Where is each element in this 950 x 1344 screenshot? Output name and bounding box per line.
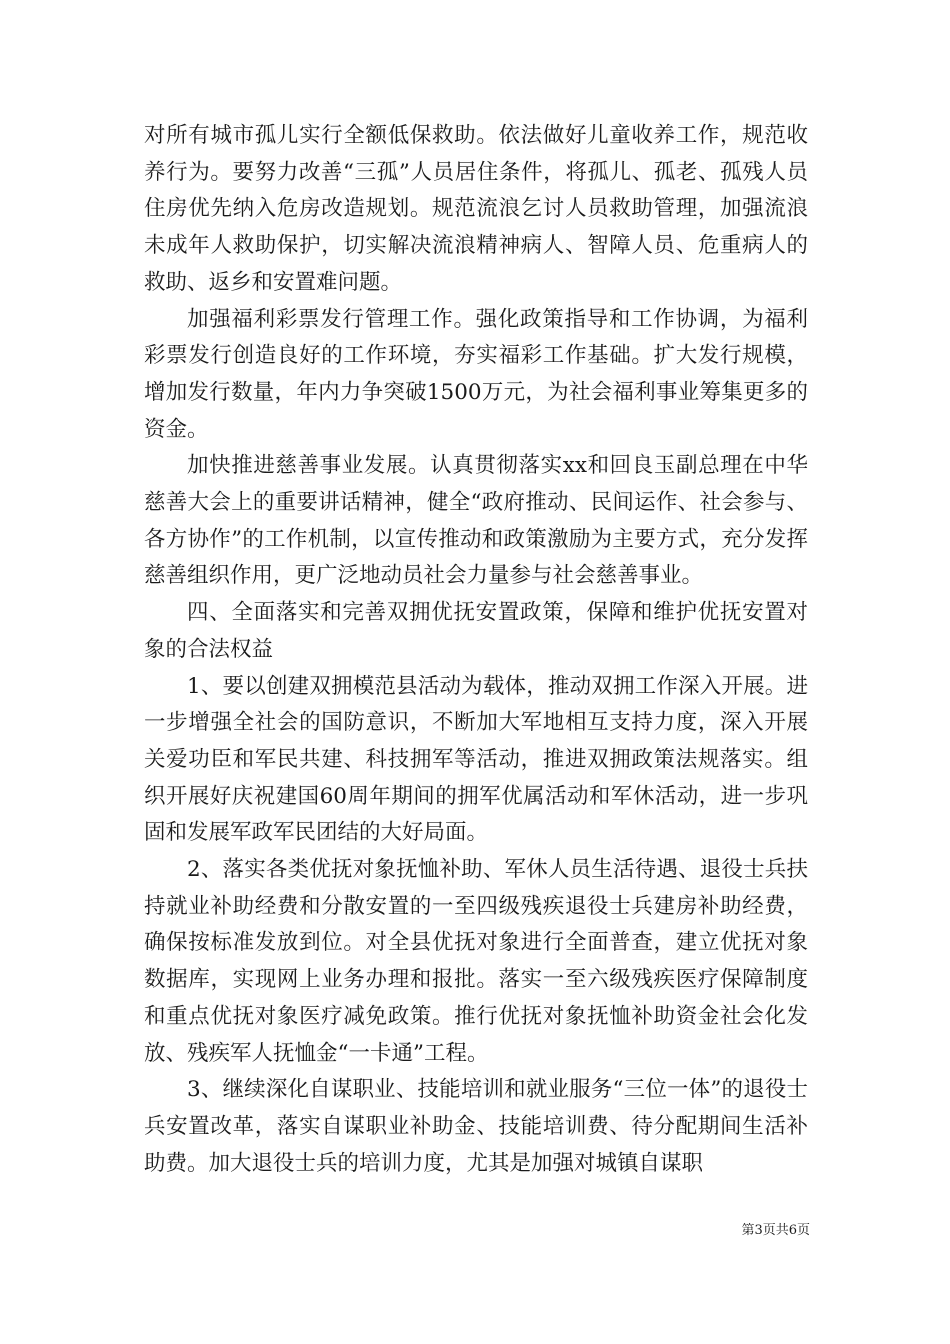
paragraph-item-2: 2、落实各类优抚对象抚恤补助、军休人员生活待遇、退役士兵扶持就业补助经费和分散安置的一至四级残疾退役士兵建房补助经费，确保按标准发放到位。对全县优抚对象进行全面普查，建立优抚对象数据库，实现网上业务办理和报批。落实一至六级残疾医疗保障制度和重点优抚对象医疗减免政策。推行优抚对象抚恤补助资金社会化发放、残疾军人抚恤金“一卡通”工程。: [144, 857, 808, 1066]
paragraph-welfare-lottery: 加强福利彩票发行管理工作。强化政策指导和工作协调，为福利彩票发行创造良好的工作环境，夯实福彩工作基础。扩大发行规模，增加发行数量，年内力争突破1500万元，为社会福利事业筹集更多的资金。: [144, 306, 808, 442]
document-body: [144, 118, 808, 1182]
paragraph-item-1: 1、要以创建双拥模范县活动为载体，推动双拥工作深入开展。进一步增强全社会的国防意识，不断加大军地相互支持力度，深入开展关爱功臣和军民共建、科技拥军等活动，推进双拥政策法规落实。组织开展好庆祝建国60周年期间的拥军优属活动和军休活动，进一步巩固和发展军政军民团结的大好局面。: [144, 673, 808, 846]
paragraph-charity: 加快推进慈善事业发展。认真贯彻落实xx和回良玉副总理在中华慈善大会上的重要讲话精神，健全“政府推动、民间运作、社会参与、各方协作”的工作机制，以宣传推动和政策激励为主要方式，充分发挥慈善组织作用，更广泛地动员社会力量参与社会慈善事业。: [144, 453, 808, 589]
paragraph-item-3: 3、继续深化自谋职业、技能培训和就业服务“三位一体”的退役士兵安置改革，落实自谋职业补助金、技能培训费、待分配期间生活补助费。加大退役士兵的培训力度，尤其是加强对城镇自谋职: [144, 1077, 808, 1176]
paragraph-orphan-relief: 对所有城市孤儿实行全额低保救助。依法做好儿童收养工作，规范收养行为。要努力改善“三孤”人员居住条件，将孤儿、孤老、孤残人员住房优先纳入危房改造规划。规范流浪乞讨人员救助管理，加强流浪未成年人救助保护，切实解决流浪精神病人、智障人员、危重病人的救助、返乡和安置难问题。: [144, 123, 808, 295]
section-heading-four: 四、全面落实和完善双拥优抚安置政策，保障和维护优抚安置对象的合法权益: [144, 600, 808, 662]
page-number-footer: 第3页共6页: [741, 1223, 810, 1238]
